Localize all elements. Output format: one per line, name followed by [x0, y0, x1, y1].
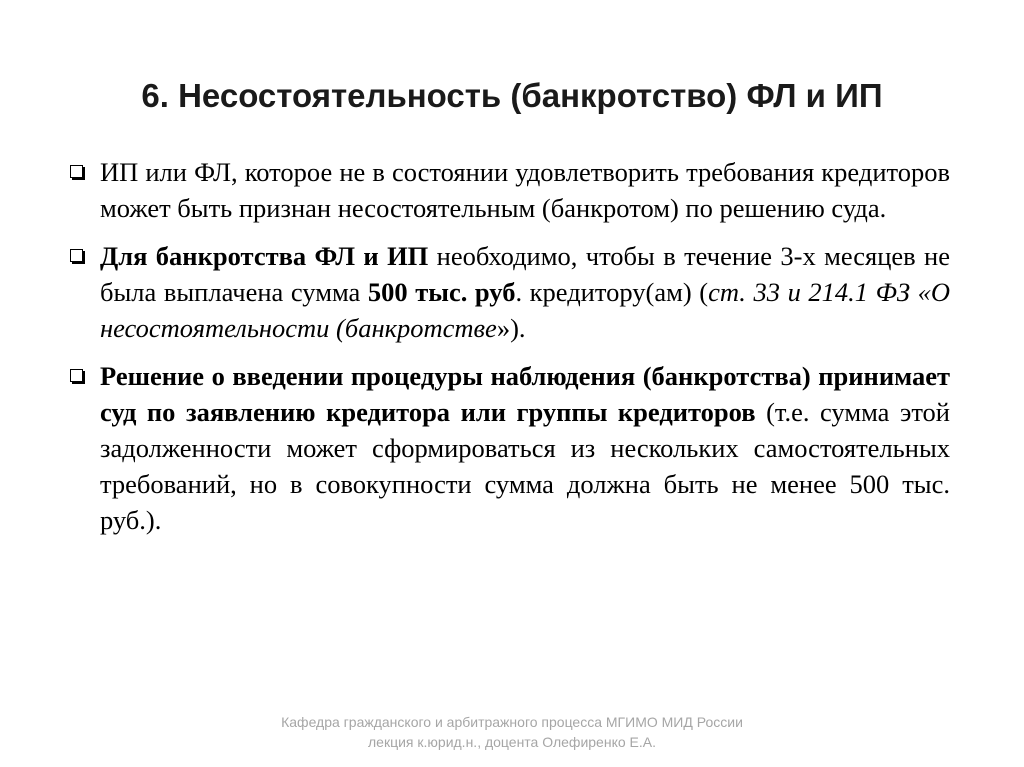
bullet-item [70, 154, 950, 226]
bullet-text-segment: (т.е. сумма этой задолженности может сформироваться из нескольких самостоятельных требований, но в совокупности сумма должна быть не менее 500 тыс. руб.). [100, 397, 950, 535]
bullet-text [100, 358, 950, 538]
bullet-text [100, 154, 950, 226]
slide-title: 6. Несостоятельность (банкротство) ФЛ и ИП [141, 77, 883, 114]
bold-text-segment: Для банкротства ФЛ и ИП [100, 241, 429, 271]
bold-text-segment: 500 тыс. руб [367, 277, 516, 307]
footer [0, 712, 1024, 752]
italic-law-reference: ст. 33 и 214.1 ФЗ «О несостоятельности (банкротстве [100, 277, 951, 343]
bullet-text-segment: . кредитору(ам) ( [515, 277, 709, 307]
bullet-text-segment: необходимо, чтобы в течение 3-х месяцев не была выплачена сумма [100, 241, 950, 307]
bullet-item [70, 238, 950, 346]
checkbox-bullet-icon [70, 369, 83, 382]
bullet-text-segment: ИП или ФЛ, которое не в состоянии удовлетворить требования кредиторов может быть признан несостоятельным (банкротом) по решению суда. [100, 157, 950, 223]
bullet-list [70, 154, 950, 550]
bullet-text-segment: »). [496, 313, 526, 343]
footer-department: Кафедра гражданского и арбитражного процесса МГИМО МИД России [281, 714, 743, 730]
bullet-item [70, 358, 950, 538]
checkbox-bullet-icon [70, 165, 83, 178]
footer-lecturer: лекция к.юрид.н., доцента Олефиренко Е.А. [368, 734, 656, 750]
bold-text-segment: Решение о введении процедуры наблюдения (банкротства) принимает суд по заявлению кредитора или группы кредиторов [100, 361, 950, 427]
checkbox-bullet-icon [70, 249, 83, 262]
bullet-text [100, 238, 950, 346]
